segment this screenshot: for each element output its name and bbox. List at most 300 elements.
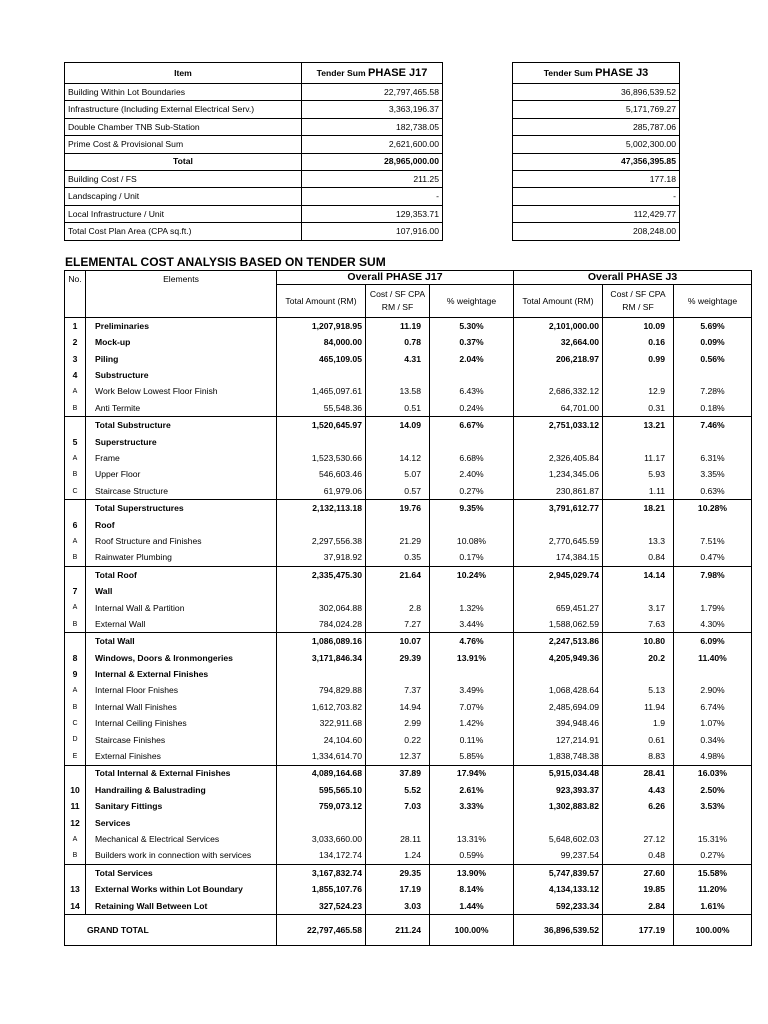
elemental-cost-table [64, 270, 752, 946]
cell-w2: 7.51% [700, 535, 725, 546]
cell-c1: 14.12 [366, 450, 430, 466]
cell-w2 [674, 666, 752, 682]
element-row [65, 533, 752, 549]
element-name: Retaining Wall Between Lot [86, 898, 277, 915]
element-row [65, 351, 752, 367]
cell-c1: 10.07 [366, 633, 430, 650]
cell-w2: 2.90% [700, 685, 725, 696]
cell-w2: 15.31% [697, 834, 728, 844]
cell-c2: 12.9 [603, 384, 674, 400]
element-row [65, 517, 752, 533]
cell-c1: 14.94 [366, 699, 430, 715]
cell-w2: 5.69% [700, 320, 725, 331]
summary-j3-value: 208,248.00 [513, 223, 680, 240]
cell-c1: 29.35 [366, 864, 430, 881]
row-no [65, 566, 86, 583]
cell-w1: 0.17% [430, 549, 514, 566]
element-name: Sanitary Fittings [86, 798, 277, 814]
cell-a1: 1,523,530.66 [277, 450, 366, 466]
element-row [65, 450, 752, 466]
element-name: External Works within Lot Boundary [86, 881, 277, 897]
cell-c1: 7.37 [366, 683, 430, 699]
summary-row [513, 136, 680, 153]
row-no: B [65, 699, 86, 715]
cell-a1 [277, 815, 366, 831]
summary-row [513, 170, 680, 187]
cell-c1: 2.99 [366, 715, 430, 731]
element-name: External Wall [86, 616, 277, 633]
cell-w2: 10.28% [674, 500, 752, 517]
element-name: External Finishes [86, 748, 277, 765]
element-row [65, 881, 752, 897]
total-row [65, 417, 752, 434]
cell-c1: 0.35 [366, 549, 430, 566]
grand-total-label: GRAND TOTAL [65, 915, 277, 946]
col-weightage-j17: % weightage [430, 285, 514, 318]
cell-a1: 84,000.00 [277, 334, 366, 350]
cell-w2: 6.74% [700, 701, 725, 712]
cell-a1: 24,104.60 [277, 732, 366, 748]
cell-c1: 0.22 [366, 732, 430, 748]
summary-j17-value: 3,363,196.37 [302, 101, 443, 118]
cell-w1: 4.76% [430, 633, 514, 650]
cell-a1: 465,109.05 [277, 351, 366, 367]
cell-c2: 1.11 [603, 483, 674, 500]
cell-w1: 17.94% [430, 765, 514, 782]
total-row [65, 765, 752, 782]
summary-j3-value: 5,171,769.27 [513, 101, 680, 118]
summary-row [65, 84, 443, 101]
element-name: Roof [86, 517, 277, 533]
cell-w2 [674, 434, 752, 450]
cell-a2: 3,791,612.77 [514, 500, 603, 517]
element-name: Windows, Doors & Ironmongeries [86, 650, 277, 666]
cell-c1: 14.09 [366, 417, 430, 434]
element-row [65, 831, 752, 847]
cell-a2: 5,915,034.48 [514, 765, 603, 782]
row-no: A [65, 384, 86, 400]
cell-c1: 21.29 [366, 533, 430, 549]
cell-a1: 134,172.74 [277, 848, 366, 865]
row-no [65, 864, 86, 881]
element-row [65, 848, 752, 865]
element-name: Total Superstructures [86, 500, 277, 517]
row-no: 11 [65, 798, 86, 814]
row-no: 14 [65, 898, 86, 915]
row-no: 12 [65, 815, 86, 831]
cell-a2: 4,134,133.12 [514, 881, 603, 897]
row-no: A [65, 683, 86, 699]
cell-w2: 15.58% [674, 864, 752, 881]
row-no: 2 [65, 334, 86, 350]
cell-a2 [514, 583, 603, 599]
total-row [65, 864, 752, 881]
cell-c2 [603, 815, 674, 831]
element-row [65, 715, 752, 731]
cell-w2: 0.09% [700, 337, 725, 348]
cell-a2: 1,234,345.06 [514, 467, 603, 483]
element-row [65, 815, 752, 831]
row-no: A [65, 533, 86, 549]
summary-j17-value: 182,738.05 [302, 118, 443, 135]
row-no: 7 [65, 583, 86, 599]
cell-a1: 3,171,846.34 [277, 650, 366, 666]
cell-a1 [277, 434, 366, 450]
cell-c1: 1.24 [366, 848, 430, 865]
cell-c1: 13.58 [366, 384, 430, 400]
row-no: 6 [65, 517, 86, 533]
element-name: Staircase Structure [86, 483, 277, 500]
cell-a2: 1,302,883.82 [514, 798, 603, 814]
summary-item-label: Infrastructure (Including External Electrical Serv.) [65, 101, 302, 118]
summary-row [65, 223, 443, 240]
summary-row [513, 101, 680, 118]
cell-a1: 2,297,556.38 [277, 533, 366, 549]
row-no: A [65, 600, 86, 616]
summary-j3-value: 177.18 [513, 170, 680, 187]
cell-a2 [514, 815, 603, 831]
cell-c1: 3.03 [366, 898, 430, 915]
row-no: E [65, 748, 86, 765]
cell-c2 [603, 367, 674, 383]
cell-a2: 2,485,694.09 [514, 699, 603, 715]
row-no: D [65, 732, 86, 748]
cell-a1: 1,465,097.61 [277, 384, 366, 400]
summary-row [65, 170, 443, 187]
cell-w1 [430, 517, 514, 533]
row-no: C [65, 715, 86, 731]
cell-w2: 2.50% [700, 784, 725, 795]
summary-table-j3 [512, 62, 680, 241]
element-name: Roof Structure and Finishes [86, 533, 277, 549]
cell-c2: 6.26 [603, 798, 674, 814]
cell-w2: 0.47% [700, 552, 725, 563]
element-name: Internal Wall Finishes [86, 699, 277, 715]
element-name: Total Substructure [86, 417, 277, 434]
cell-c1: 0.78 [366, 334, 430, 350]
cell-c2: 0.48 [603, 848, 674, 865]
cell-c2: 20.2 [603, 650, 674, 666]
element-name: Substructure [86, 367, 277, 383]
group-header-j17: Overall PHASE J17 [277, 271, 514, 285]
cell-c1: 19.76 [366, 500, 430, 517]
element-row [65, 483, 752, 500]
element-name: Internal & External Finishes [86, 666, 277, 682]
cell-a1: 595,565.10 [277, 782, 366, 798]
cell-c1: 0.51 [366, 400, 430, 417]
cell-c2: 13.21 [603, 417, 674, 434]
element-row [65, 318, 752, 335]
element-name: Upper Floor [86, 467, 277, 483]
cell-a2 [514, 434, 603, 450]
summary-row [513, 118, 680, 135]
cell-a2 [514, 517, 603, 533]
cell-w1: 8.14% [430, 881, 514, 897]
cell-a1: 1,086,089.16 [277, 633, 366, 650]
row-no: B [65, 848, 86, 865]
cell-c2: 28.41 [603, 765, 674, 782]
summary-item-label: Total [65, 153, 302, 170]
summary-j3-value: 112,429.77 [513, 205, 680, 222]
cell-a2: 4,205,949.36 [514, 650, 603, 666]
cell-c1: 17.19 [366, 881, 430, 897]
cell-w2: 0.18% [700, 402, 725, 413]
cell-w1: 2.04% [430, 351, 514, 367]
cell-c2: 27.60 [603, 864, 674, 881]
cell-w2: 1.07% [700, 718, 725, 729]
element-name: Rainwater Plumbing [86, 549, 277, 566]
cell-c2: 0.99 [603, 351, 674, 367]
row-no: 9 [65, 666, 86, 682]
summary-j17-value: 22,797,465.58 [302, 84, 443, 101]
cell-w2: 3.35% [700, 469, 725, 480]
cell-c2: 1.9 [603, 715, 674, 731]
cell-c2: 0.61 [603, 732, 674, 748]
row-no: 4 [65, 367, 86, 383]
cell-c1 [366, 815, 430, 831]
summary-row [65, 153, 443, 170]
grand-c2: 177.19 [603, 915, 674, 946]
cell-w2: 0.63% [700, 485, 725, 496]
cell-a2: 5,747,839.57 [514, 864, 603, 881]
element-name: Total Internal & External Finishes [86, 765, 277, 782]
cell-w1: 1.32% [430, 600, 514, 616]
cell-w2: 1.79% [700, 602, 725, 613]
cell-w1 [430, 815, 514, 831]
cell-a1: 61,979.06 [277, 483, 366, 500]
row-no: 8 [65, 650, 86, 666]
row-no [65, 765, 86, 782]
cell-a2: 64,701.00 [514, 400, 603, 417]
cell-a2: 2,751,033.12 [514, 417, 603, 434]
cell-a2: 923,393.37 [514, 782, 603, 798]
cell-a2: 1,588,062.59 [514, 616, 603, 633]
cell-a1: 4,089,164.68 [277, 765, 366, 782]
cell-w2 [674, 583, 752, 599]
cell-w1: 2.61% [430, 782, 514, 798]
cell-c2: 10.09 [603, 318, 674, 335]
summary-j17-value: 28,965,000.00 [302, 153, 443, 170]
row-no [65, 500, 86, 517]
element-row [65, 616, 752, 633]
cell-a2: 2,101,000.00 [514, 318, 603, 335]
element-name: Internal Ceiling Finishes [86, 715, 277, 731]
cell-w1: 3.44% [430, 616, 514, 633]
element-row [65, 782, 752, 798]
cell-c2: 5.13 [603, 683, 674, 699]
element-row [65, 384, 752, 400]
cell-w1 [430, 434, 514, 450]
element-name: Staircase Finishes [86, 732, 277, 748]
element-name: Internal Floor Fnishes [86, 683, 277, 699]
element-row [65, 748, 752, 765]
cell-c1 [366, 434, 430, 450]
cell-w2: 7.98% [674, 566, 752, 583]
element-name: Work Below Lowest Floor Finish [86, 384, 277, 400]
element-name: Preliminaries [86, 318, 277, 335]
cell-c2: 0.31 [603, 400, 674, 417]
element-row [65, 699, 752, 715]
cell-w1: 1.42% [430, 715, 514, 731]
cell-c2: 27.12 [603, 831, 674, 847]
cell-w1 [430, 666, 514, 682]
cell-c2 [603, 517, 674, 533]
cell-a2 [514, 666, 603, 682]
row-no: B [65, 467, 86, 483]
cell-c2: 8.83 [603, 748, 674, 765]
cell-w2: 1.61% [700, 900, 725, 911]
summary-item-label: Double Chamber TNB Sub-Station [65, 118, 302, 135]
element-row [65, 798, 752, 814]
cell-w1: 0.24% [430, 400, 514, 417]
cell-c2: 19.85 [603, 881, 674, 897]
cell-w1: 13.31% [430, 831, 514, 847]
element-row [65, 367, 752, 383]
summary-item-label: Prime Cost & Provisional Sum [65, 136, 302, 153]
cell-c2: 4.43 [603, 782, 674, 798]
cell-a1: 1,520,645.97 [277, 417, 366, 434]
cell-w1: 3.49% [430, 683, 514, 699]
summary-row [513, 153, 680, 170]
cell-a2: 99,237.54 [514, 848, 603, 865]
total-row [65, 500, 752, 517]
summary-j17-value: - [302, 188, 443, 205]
element-name: Mock-up [86, 334, 277, 350]
cell-w1: 0.27% [430, 483, 514, 500]
cell-c2: 11.94 [603, 699, 674, 715]
cell-c1: 7.03 [366, 798, 430, 814]
cell-w2: 11.20% [698, 884, 727, 895]
cell-a2: 1,068,428.64 [514, 683, 603, 699]
cell-w1: 2.40% [430, 467, 514, 483]
element-name: Total Roof [86, 566, 277, 583]
cell-c1: 21.64 [366, 566, 430, 583]
summary-row [513, 84, 680, 101]
cell-a2: 659,451.27 [514, 600, 603, 616]
element-name: Internal Wall & Partition [86, 600, 277, 616]
summary-j17-value: 129,353.71 [302, 205, 443, 222]
item-header: Item [65, 63, 302, 84]
row-no: 1 [65, 318, 86, 335]
cell-c2: 18.21 [603, 500, 674, 517]
element-name: Services [86, 815, 277, 831]
summary-j3-value: 36,896,539.52 [513, 84, 680, 101]
cell-w1: 7.07% [430, 699, 514, 715]
cell-a1: 55,548.36 [277, 400, 366, 417]
cell-c1: 0.57 [366, 483, 430, 500]
cell-a1: 1,207,918.95 [277, 318, 366, 335]
summary-j3-value: 285,787.06 [513, 118, 680, 135]
summary-table-j17 [64, 62, 443, 241]
element-row [65, 600, 752, 616]
summary-item-label: Building Within Lot Boundaries [65, 84, 302, 101]
cell-a2: 127,214.91 [514, 732, 603, 748]
summary-row [65, 118, 443, 135]
cell-c1: 12.37 [366, 748, 430, 765]
cell-w1: 13.91% [430, 650, 514, 666]
cell-a1: 37,918.92 [277, 549, 366, 566]
cell-a2 [514, 367, 603, 383]
j17-tender-header: Tender Sum PHASE J17 [302, 63, 443, 84]
element-row [65, 434, 752, 450]
cell-a1: 3,033,660.00 [277, 831, 366, 847]
cell-w2: 0.56% [700, 353, 725, 364]
cell-a2: 2,770,645.59 [514, 533, 603, 549]
cell-w1: 13.90% [430, 864, 514, 881]
cell-c1: 5.52 [366, 782, 430, 798]
summary-row [513, 205, 680, 222]
cell-a2: 394,948.46 [514, 715, 603, 731]
cell-a1: 794,829.88 [277, 683, 366, 699]
cell-c1: 4.31 [366, 351, 430, 367]
col-elements-header: Elements [86, 271, 277, 318]
cell-a2: 2,945,029.74 [514, 566, 603, 583]
row-no [65, 633, 86, 650]
j3-tender-header: Tender Sum PHASE J3 [513, 63, 680, 84]
cell-a1: 322,911.68 [277, 715, 366, 731]
summary-item-label: Landscaping / Unit [65, 188, 302, 205]
col-cost-sf-j17: Cost / SF CPA RM / SF [366, 285, 430, 318]
cell-w1: 10.24% [430, 566, 514, 583]
summary-row [65, 136, 443, 153]
cell-c2: 5.93 [603, 467, 674, 483]
element-name: Total Wall [86, 633, 277, 650]
cell-c1: 5.07 [366, 467, 430, 483]
grand-a2: 36,896,539.52 [514, 915, 603, 946]
cell-c1: 29.39 [366, 650, 430, 666]
grand-total-row [65, 915, 752, 946]
cell-w2: 7.46% [674, 417, 752, 434]
row-no: B [65, 400, 86, 417]
cell-a1 [277, 666, 366, 682]
element-name: Handrailing & Balustrading [86, 782, 277, 798]
element-row [65, 549, 752, 566]
cell-c1 [366, 367, 430, 383]
element-row [65, 334, 752, 350]
cell-c2: 0.84 [603, 549, 674, 566]
summary-j17-value: 2,621,600.00 [302, 136, 443, 153]
summary-item-label: Total Cost Plan Area (CPA sq.ft.) [65, 223, 302, 240]
cell-w2: 0.27% [700, 850, 725, 861]
cell-w2: 7.28% [700, 386, 725, 397]
cell-a1 [277, 583, 366, 599]
cell-a2: 2,326,405.84 [514, 450, 603, 466]
cell-w2: 0.34% [700, 734, 725, 745]
summary-j3-value: 5,002,300.00 [513, 136, 680, 153]
row-no: 3 [65, 351, 86, 367]
cell-c2: 13.3 [603, 533, 674, 549]
cell-c1: 2.8 [366, 600, 430, 616]
cell-w1 [430, 367, 514, 383]
summary-j17-value: 107,916.00 [302, 223, 443, 240]
row-no: A [65, 831, 86, 847]
grand-a1: 22,797,465.58 [277, 915, 366, 946]
element-name: Total Services [86, 864, 277, 881]
cell-a2: 2,247,513.86 [514, 633, 603, 650]
cell-c2: 2.84 [603, 898, 674, 915]
cell-a1: 3,167,832.74 [277, 864, 366, 881]
cell-w1: 0.37% [430, 334, 514, 350]
total-row [65, 633, 752, 650]
cell-w2: 16.03% [674, 765, 752, 782]
cell-a1: 2,335,475.30 [277, 566, 366, 583]
cell-w1: 6.43% [430, 384, 514, 400]
cell-w2: 4.30% [700, 618, 725, 629]
row-no: B [65, 549, 86, 566]
summary-item-label: Building Cost / FS [65, 170, 302, 187]
cell-a1 [277, 367, 366, 383]
cell-c2: 10.80 [603, 633, 674, 650]
